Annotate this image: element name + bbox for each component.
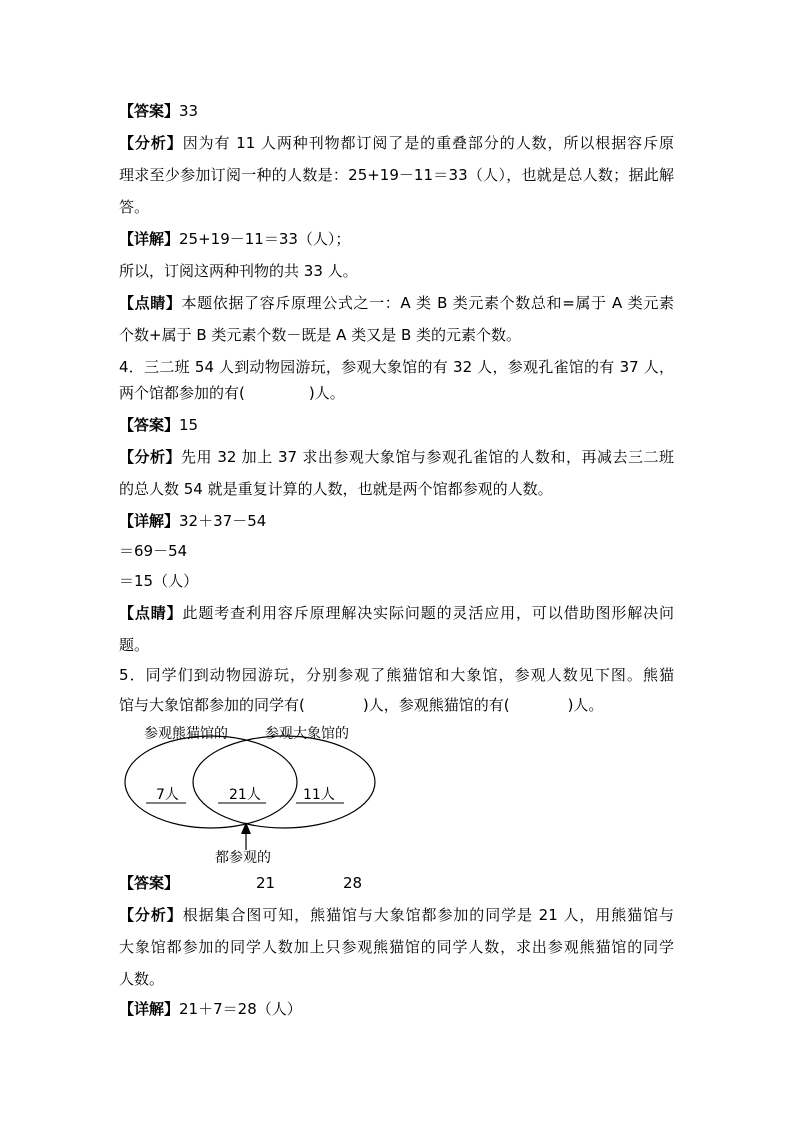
comment-line: 个数+属于 B 类元素个数－既是 A 类又是 B 类的元素个数。 [119,326,522,344]
answer-value-1: 21 [256,874,276,892]
both-caption: 都参观的 [215,850,271,866]
detail-tag: 【详解】 [119,230,180,248]
label-panda: 参观熊猫馆的 [144,726,228,742]
analysis-tag: 【分析】 [119,134,183,152]
answer-line [119,873,179,893]
answer-tag: 【答案】 [119,416,180,434]
analysis-line: 人数。 [119,970,165,988]
right-only-count: 11人 [303,787,335,803]
answer-value-2: 28 [343,874,363,892]
analysis-line [119,905,674,925]
analysis-line: 的总人数 54 就是重复计算的人数，也就是两个馆都参观的人数。 [119,480,553,498]
question-5-line: 馆与大象馆都参加的同学有( )人，参观熊猫馆的有( )人。 [119,696,604,714]
answer-value: 15 [179,416,199,434]
both-count: 21人 [229,787,261,803]
analysis-tag: 【分析】 [119,906,183,924]
analysis-text: 根据集合图可知，熊猫馆与大象馆都参加的同学是 21 人，用熊猫馆与 [182,906,674,924]
label-elephant: 参观大象馆的 [265,726,349,742]
elephant-set-ellipse [193,736,375,828]
analysis-tag: 【分析】 [119,448,182,466]
detail-text: 21＋7＝28（人） [179,1000,302,1018]
question-5-line: 5．同学们到动物园游玩，分别参观了熊猫馆和大象馆，参观人数见下图。熊猫 [119,666,674,684]
detail-line [119,999,302,1019]
answer-tag: 【答案】 [119,874,180,892]
analysis-text: 因为有 11 人两种刊物都订阅了是的重叠部分的人数，所以根据容斥原 [182,134,674,152]
panda-set-ellipse [125,736,297,828]
comment-tag: 【点睛】 [119,604,183,622]
detail-line: ＝15（人） [119,572,199,590]
detail-tag: 【详解】 [119,512,180,530]
detail-tag: 【详解】 [119,1000,180,1018]
detail-line: ＝69－54 [119,542,188,560]
question-4-line: 4．三二班 54 人到动物园游玩，参观大象馆的有 32 人，参观孔雀馆的有 37 人， [119,358,674,376]
left-only-count: 7人 [156,787,179,803]
analysis-line: 理求至少参加订阅一种的人数是：25+19－11＝33（人），也就是总人数；据此解 [119,166,674,184]
comment-line: 题。 [119,636,150,654]
analysis-text: 先用 32 加上 37 求出参观大象馆与参观孔雀馆的人数和，再减去三二班 [181,448,674,466]
answer-value: 33 [179,102,199,120]
question-4-line: 两个馆都参加的有( )人。 [119,384,345,402]
conclusion-line: 所以，订阅这两种刊物的共 33 人。 [119,262,358,280]
answer-tag: 【答案】 [119,102,180,120]
comment-text: 本题依据了容斥原理公式之一：A 类 B 类元素个数总和=属于 A 类元素 [181,294,674,312]
detail-text: 32＋37－54 [179,512,267,530]
comment-tag: 【点睛】 [119,294,182,312]
analysis-line: 大象馆都参加的同学人数加上只参观熊猫馆的同学人数，求出参观熊猫馆的同学 [119,938,674,956]
detail-text: 25+19－11＝33（人）； [179,230,351,248]
comment-text: 此题考查利用容斥原理解决实际问题的灵活应用，可以借助图形解决问 [182,604,674,622]
analysis-line: 答。 [119,198,150,216]
